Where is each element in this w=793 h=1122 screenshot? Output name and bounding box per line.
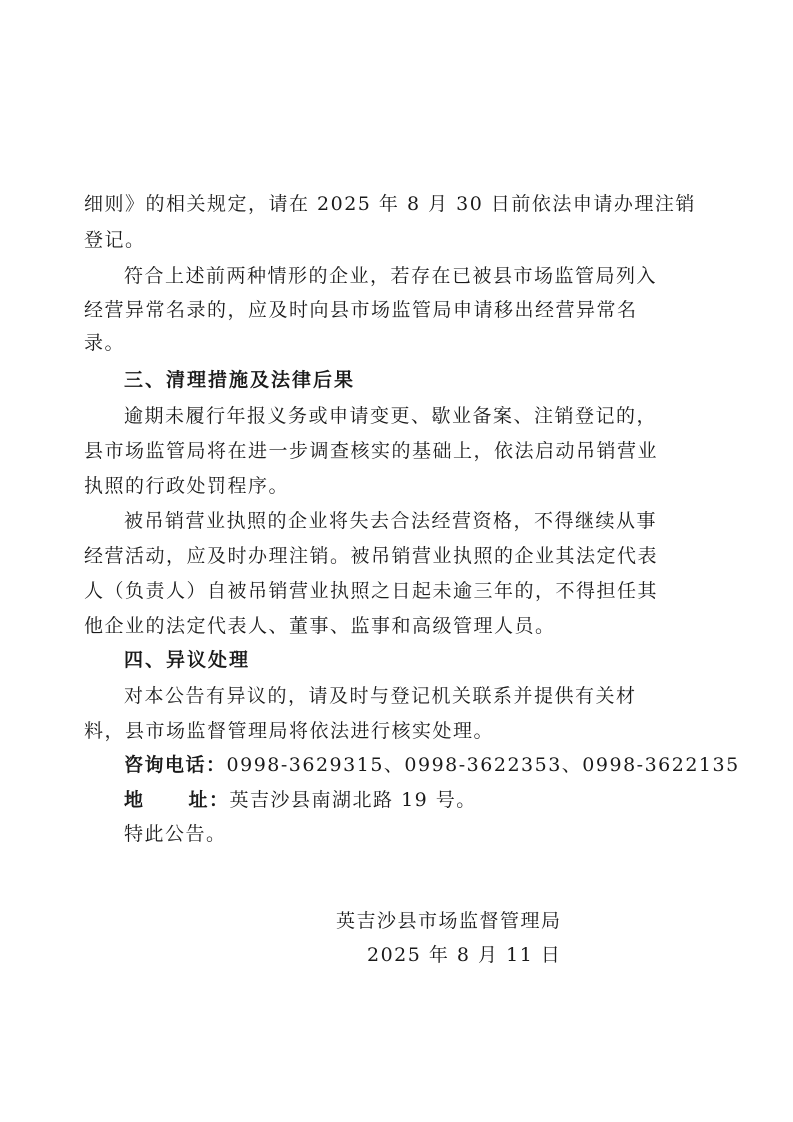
paragraph-line: 人（负责人）自被吊销营业执照之日起未逾三年的，不得担任其	[84, 580, 659, 602]
paragraph-line: 被吊销营业执照的企业将失去合法经营资格，不得继续从事	[124, 510, 658, 532]
paragraph-line: 经营异常名录的，应及时向县市场监管局申请移出经营异常名	[84, 299, 638, 321]
contact-phone-line	[124, 751, 740, 779]
address-line	[124, 786, 477, 814]
closing-line: 特此公告。	[124, 823, 227, 845]
address-label-part2: 址：	[188, 789, 230, 811]
address-label-part1: 地	[124, 789, 145, 811]
paragraph-line: 登记。	[84, 229, 146, 251]
paragraph-line: 他企业的法定代表人、董事、监事和高级管理人员。	[84, 615, 556, 637]
signature-organization: 英吉沙县市场监督管理局	[336, 910, 562, 932]
phone-numbers: 0998-3629315、0998-3622353、0998-3622135	[226, 754, 740, 776]
paragraph-line: 符合上述前两种情形的企业，若存在已被县市场监管局列入	[124, 265, 658, 287]
paragraph-line: 执照的行政处罚程序。	[84, 475, 290, 497]
paragraph-line: 对本公告有异议的，请及时与登记机关联系并提供有关材	[124, 685, 637, 707]
address-value: 英吉沙县南湖北路 19 号。	[229, 789, 477, 811]
paragraph-line: 逾期未履行年报义务或申请变更、歇业备案、注销登记的，	[124, 405, 658, 427]
phone-label: 咨询电话：	[124, 754, 227, 776]
signature-date: 2025 年 8 月 11 日	[367, 944, 562, 966]
section-heading-4: 四、异议处理	[124, 649, 251, 671]
paragraph-line: 料，县市场监督管理局将依法进行核实处理。	[84, 720, 495, 742]
section-heading-3: 三、清理措施及法律后果	[124, 369, 356, 391]
paragraph-line: 录。	[84, 332, 126, 354]
paragraph-line: 细则》的相关规定，请在 2025 年 8 月 30 日前依法申请办理注销	[84, 193, 696, 215]
paragraph-line: 县市场监管局将在进一步调查核实的基础上，依法启动吊销营业	[84, 440, 659, 462]
paragraph-line: 经营活动，应及时办理注销。被吊销营业执照的企业其法定代表	[84, 545, 659, 567]
